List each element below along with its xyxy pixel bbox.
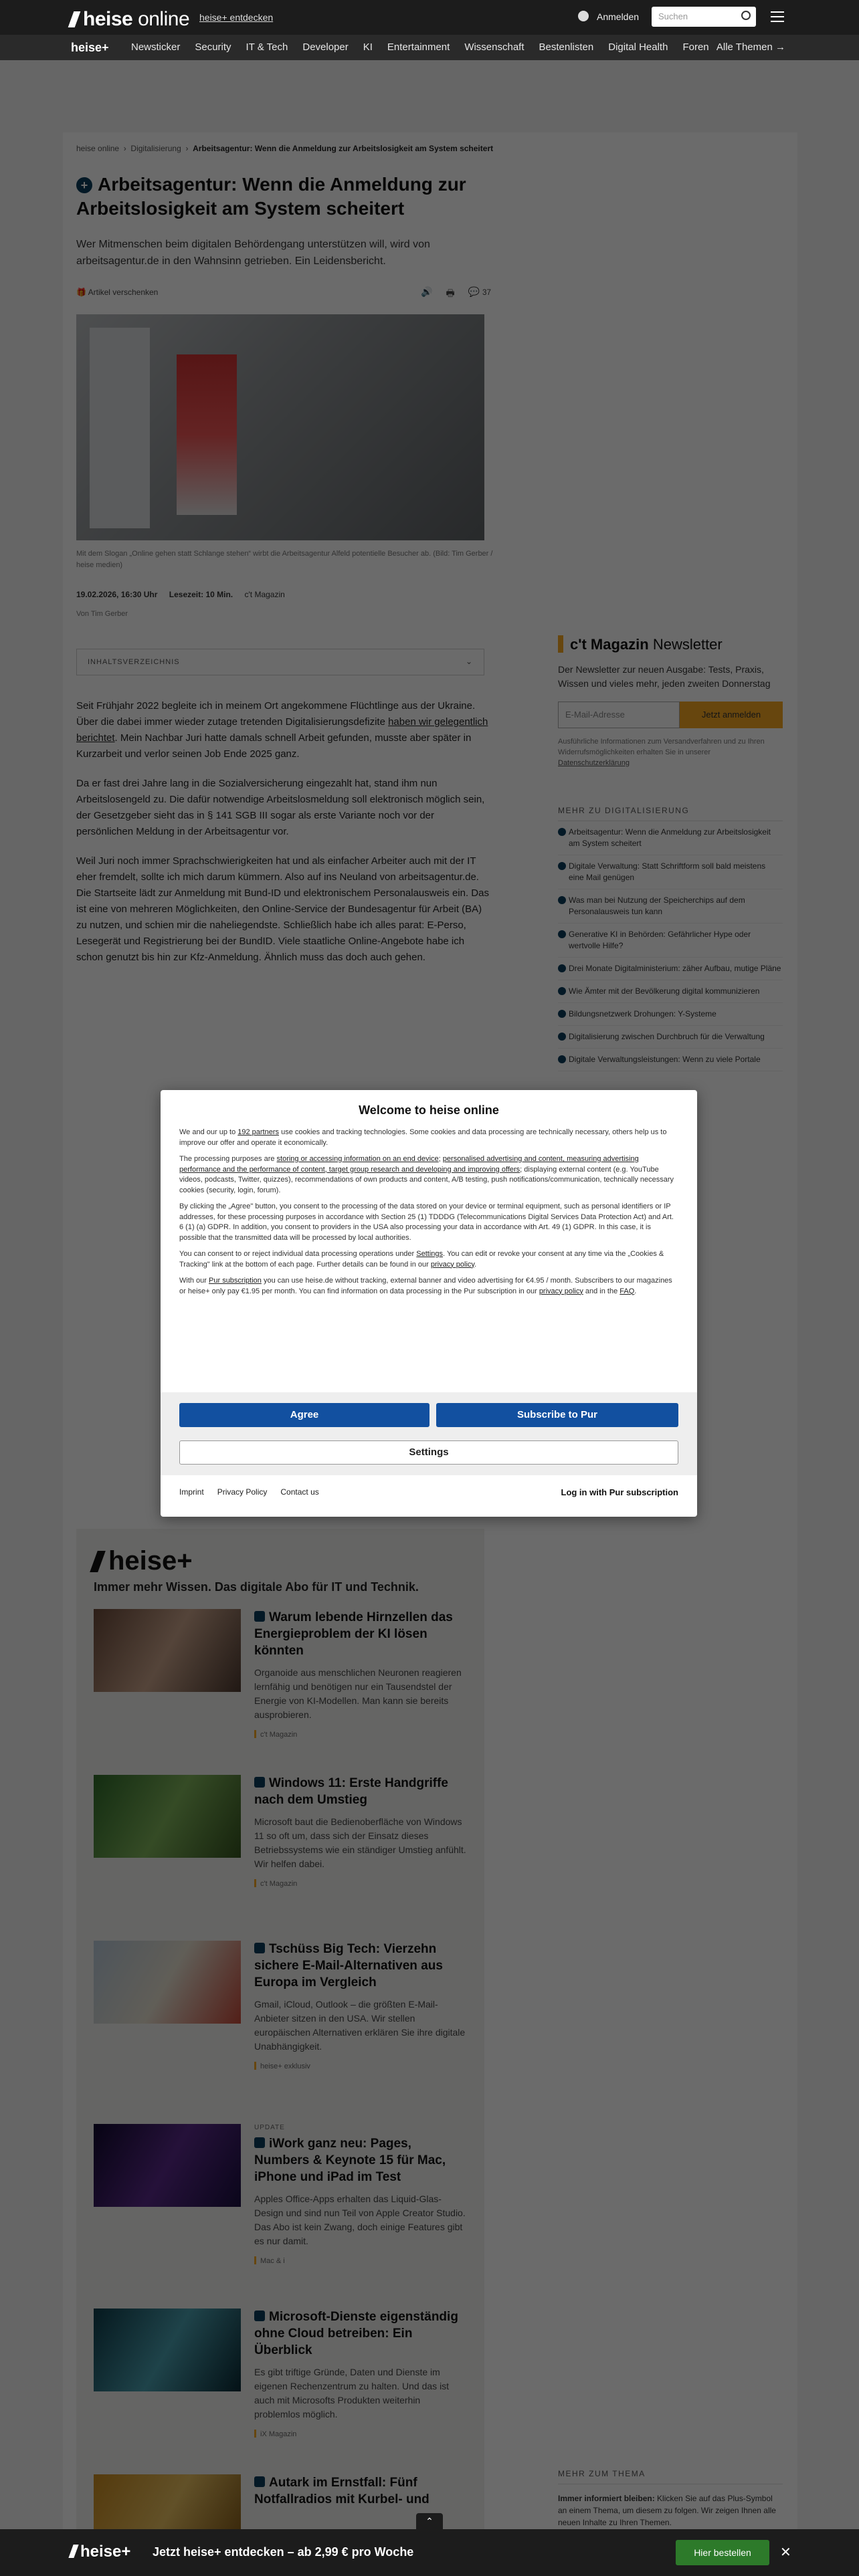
nav-list [131, 41, 709, 53]
consent-footer-links [179, 1487, 319, 1497]
nav-item[interactable]: Developer [302, 41, 349, 53]
main-nav [0, 35, 859, 60]
purpose-link[interactable]: personalised advertising and content, measuring advertising performance and the performance of content, target group research and developing and improving offers [179, 1155, 639, 1174]
nav-item[interactable]: KI [363, 41, 373, 53]
nav-item[interactable]: Foren [682, 41, 709, 53]
nav-item[interactable]: Digital Health [608, 41, 668, 53]
sticky-promo-bar [0, 2516, 859, 2576]
heise-logo-mark [68, 11, 81, 27]
search-field[interactable] [652, 7, 756, 27]
consent-paragraph [179, 1128, 678, 1148]
settings-button[interactable]: Settings [179, 1440, 678, 1465]
partners-link[interactable]: 192 partners [237, 1128, 280, 1136]
nav-all-topics[interactable]: Alle Themen → [716, 41, 785, 53]
pur-subscription-link[interactable]: Pur subscription [209, 1277, 262, 1285]
consent-title: Welcome to heise online [359, 1103, 499, 1117]
consent-paragraph [179, 1249, 678, 1270]
logo-text-light: online [138, 8, 190, 30]
nav-item[interactable]: Security [195, 41, 231, 53]
order-button[interactable]: Hier bestellen [676, 2540, 769, 2565]
heise-logo-mark [68, 2545, 78, 2558]
consent-text-span: We and our up to [179, 1128, 238, 1136]
logo-text-bold: heise [83, 8, 133, 30]
menu-icon[interactable] [771, 11, 784, 22]
sticky-promo-text: Jetzt heise+ entdecken – ab 2,99 € pro Woche [153, 2545, 414, 2559]
consent-text-span: ; [438, 1155, 443, 1163]
consent-paragraph [179, 1154, 678, 1196]
heise-plus-discover-link[interactable]: heise+ entdecken [199, 12, 274, 23]
consent-text-span: ; displaying external content (e.g. YouTube videos, podcasts, Twitter, quizzes), recommendations of own products and content, A/B testing, push notifications/communication, technically necessary cookies (security, login, forum). [179, 1165, 674, 1194]
purpose-link[interactable]: storing or accessing information on an end device [276, 1155, 439, 1163]
subscribe-pur-button[interactable]: Subscribe to Pur [436, 1403, 678, 1427]
privacy-policy-footer-link[interactable]: Privacy Policy [217, 1487, 268, 1497]
search-placeholder: Suchen [658, 11, 688, 21]
pur-login-link[interactable]: Log in with Pur subscription [561, 1487, 678, 1497]
consent-paragraph [179, 1276, 678, 1297]
agree-button[interactable]: Agree [179, 1403, 430, 1427]
sticky-logo-text: heise+ [80, 2543, 131, 2561]
faq-link[interactable]: FAQ [619, 1287, 635, 1295]
search-icon[interactable] [741, 11, 751, 20]
consent-text [179, 1128, 678, 1303]
login-link[interactable]: Anmelden [597, 11, 640, 22]
close-icon[interactable]: ✕ [780, 2545, 791, 2560]
privacy-policy-link[interactable]: privacy policy [430, 1260, 475, 1269]
settings-link[interactable]: Settings [416, 1250, 444, 1258]
heise-plus-logo [71, 2543, 130, 2561]
nav-item[interactable]: Wissenschaft [464, 41, 524, 53]
imprint-link[interactable]: Imprint [179, 1487, 204, 1497]
consent-text-span: use cookies and tracking technologies. Some cookies and data processing are technically necessary, others help us to improve our offer and operate it economically. [179, 1128, 667, 1147]
consent-button-area [161, 1392, 697, 1475]
heise-online-logo[interactable] [71, 8, 189, 31]
consent-text-span: You can consent to or reject individual data processing operations under [179, 1250, 417, 1258]
privacy-policy-link[interactable]: privacy policy [539, 1287, 583, 1295]
consent-text-span: . You can edit or revoke your consent at any time via the „Cookies & Tracking" link at the bottom of each page. Further details can be found in our [179, 1250, 664, 1269]
consent-text-span: . [634, 1287, 637, 1295]
user-icon[interactable] [578, 11, 589, 21]
consent-paragraph: By clicking the „Agree" button, you consent to the processing of the data stored on your device or terminal equipment, such as personal identifiers or IP addresses, for these processing purposes in accordance with Section 25 (1) TDDDG (Telecommunications Digital Services Data Protection Act) and Art. 6 (1) (a) GDPR. In addition, you consent to providers in the USA also processing your data in accordance with Art. 49 (1) GDPR. In this case, it is possible that the transmitted data will be processed by local authorities. [179, 1202, 674, 1242]
contact-link[interactable]: Contact us [280, 1487, 319, 1497]
consent-dialog [161, 1090, 697, 1517]
nav-item[interactable]: IT & Tech [246, 41, 288, 53]
nav-heise-plus[interactable]: heise+ [71, 41, 109, 54]
nav-item[interactable]: Bestenlisten [539, 41, 594, 53]
nav-item[interactable]: Entertainment [387, 41, 450, 53]
consent-text-span: The processing purposes are [179, 1155, 277, 1163]
consent-text-span: . [474, 1260, 477, 1269]
consent-text-span: and in the [583, 1287, 620, 1295]
nav-item[interactable]: Newsticker [131, 41, 181, 53]
top-bar [0, 0, 859, 35]
chevron-up-icon[interactable]: ⌃ [416, 2513, 443, 2529]
consent-text-span: you can use heise.de without tracking, external banner and video advertising for €4.95 / month. Subscribers to our magazines or heise+ only pay €1.95 per month. You can find information on data processing in the Pur subscription in our [179, 1277, 672, 1295]
consent-text-span: With our [179, 1277, 209, 1285]
